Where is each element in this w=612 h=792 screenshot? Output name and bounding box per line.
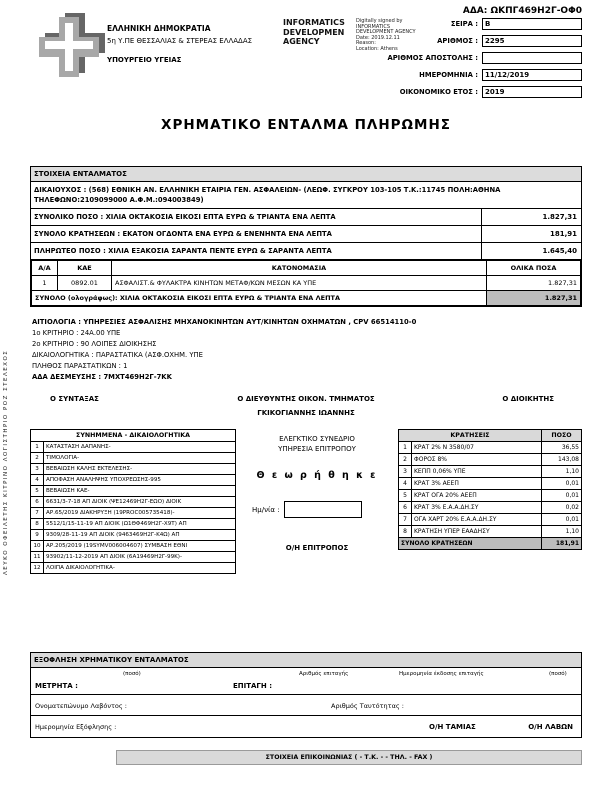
aitiologia-line: ΑΙΤΙΟΛΟΓΙΑ : ΥΠΗΡΕΣΙΕΣ ΑΣΦΑΛΙΣΗΣ ΜΗΧΑΝΟΚΙΝΗΤΩΝ ΑΥΤ/ΚΙΝΗΤΩΝ ΟΧΗΜΑΤΩΝ , CPV 66514110-0 xyxy=(32,318,417,326)
dispatch-number-field xyxy=(318,52,582,64)
fiscal-year-field xyxy=(318,86,582,98)
stamp-sig-line: Digitally signed by xyxy=(356,18,403,24)
attachment-text: 93902/11-12-2019 ΑΠ ΔΙΟΙΚ (6Α19469Η2Γ-99Κ)- xyxy=(44,552,236,563)
stamp-agency-name: INFORMATICS DEVELOPMEN AGENCY xyxy=(283,18,345,46)
date-value-box: 11/12/2019 xyxy=(482,69,582,81)
audit-court-block xyxy=(244,429,390,552)
deductions-table xyxy=(398,429,582,550)
attachment-row xyxy=(31,453,236,464)
details-section-title: ΣΤΟΙΧΕΙΑ ΕΝΤΑΛΜΑΤΟΣ xyxy=(31,167,581,182)
payable-amount-value: 1.645,40 xyxy=(481,243,581,259)
deduction-amount: 1,10 xyxy=(542,466,582,478)
attachment-number: 1 xyxy=(31,442,44,453)
audit-date-entry-box xyxy=(284,501,362,518)
deductions-sum-value: 181,91 xyxy=(481,226,581,242)
deductions-total-row xyxy=(399,538,582,550)
kae-data-row xyxy=(32,276,581,291)
beneficiary-line: ΔΙΚΑΙΟΥΧΟΣ : (568) ΕΘΝΙΚΗ ΑΝ. ΕΛΛΗΝΙΚΗ ΕΤΑΙΡΙΑ ΓΕΝ. ΑΣΦΑΛΕΙΩΝ- (ΛΕΩΦ. ΣΥΓΚΡΟΥ 103-105 Τ.Κ.:11745 ΠΟΛΗ:ΑΘΗΝΑ ΤΗΛΕΦΩΝΟ:2109099000 Α.Φ.Μ.:094003849) xyxy=(31,182,581,209)
cash-label: ΜΕΤΡΗΤΑ : xyxy=(35,682,78,690)
attachments-header-row xyxy=(31,430,236,442)
deduction-row xyxy=(399,478,582,490)
attachment-row xyxy=(31,552,236,563)
deductions-sum-row xyxy=(31,226,581,243)
dispatch-number-label: ΑΡΙΘΜΟΣ ΑΠΟΣΤΟΛΗΣ : xyxy=(387,54,478,62)
attachment-number: 4 xyxy=(31,475,44,486)
attachment-text: ΒΕΒΑΙΩΣΗ ΚΑΛΗΣ ΕΚΤΕΛΕΣΗΣ- xyxy=(44,464,236,475)
deductions-header-row xyxy=(399,430,582,442)
identity-number-label: Αριθμός Ταυτότητας : xyxy=(331,702,404,710)
stamp-sig-line: Location: Athens xyxy=(356,45,398,52)
number-label: ΑΡΙΘΜΟΣ : xyxy=(437,37,478,45)
director-signature-title: Ο ΔΙΕΥΘΥΝΤΗΣ ΟΙΚΟΝ. ΤΜΗΜΑΤΟΣ xyxy=(237,395,375,403)
commissioner-service-line: ΥΠΗΡΕΣΙΑ ΕΠΙΤΡΟΠΟΥ xyxy=(278,444,356,453)
attachment-row xyxy=(31,464,236,475)
deduction-amount: 0,01 xyxy=(542,514,582,526)
kae-total-label: ΣΥΝΟΛΟ (ολογράφως): ΧΙΛΙΑ ΟΚΤΑΚΟΣΙΑ ΕΙΚΟΣΙ ΕΠΤΑ ΕΥΡΩ & ΤΡΙΑΝΤΑ ΕΝΑ ΛΕΠΤΑ xyxy=(32,291,487,306)
payoff-date-label: Ημερομηνία Εξόφλησης : xyxy=(35,723,117,731)
attachment-row xyxy=(31,519,236,530)
audit-date-row xyxy=(244,501,390,518)
payment-section-title: ΕΞΟΦΛΗΣΗ ΧΡΗΜΑΤΙΚΟΥ ΕΝΤΑΛΜΑΤΟΣ xyxy=(31,653,581,668)
attachment-number: 2 xyxy=(31,453,44,464)
kae-row-code: 0892.01 xyxy=(58,276,112,291)
deductions-total-label: ΣΥΝΟΛΟ ΚΡΑΤΗΣΕΩΝ xyxy=(399,538,542,550)
approved-stamp-text: Θ ε ω ρ ή θ η κ ε xyxy=(256,470,378,481)
deduction-number: 6 xyxy=(399,502,412,514)
attachment-number: 6 xyxy=(31,497,44,508)
attachment-row xyxy=(31,508,236,519)
deduction-number: 5 xyxy=(399,490,412,502)
check-number-label: Αριθμός επιταγής xyxy=(299,671,349,677)
vouchers-count-line: ΠΛΗΘΟΣ ΠΑΡΑΣΤΑΤΙΚΩΝ : 1 xyxy=(32,362,128,370)
check-label: ΕΠΙΤΑΓΗ : xyxy=(233,682,272,690)
dikaiologitika-line: ΔΙΚΑΙΟΛΟΓΗΤΙΚΑ : ΠΑΡΑΣΤΑΤΙΚΑ (ΑΣΦ.ΟΧΗΜ. ΥΠΕ xyxy=(32,351,203,359)
deduction-name: ΚΕΠΠ 0,06% ΥΠΕ xyxy=(412,466,542,478)
document-body xyxy=(30,166,582,765)
commitment-ada-line: ΑΔΑ ΔΕΣΜΕΥΣΗΣ : 7ΜΧΤ469Η2Γ-7ΚΚ xyxy=(32,373,172,381)
deduction-row xyxy=(399,454,582,466)
deduction-name: ΚΡΑΤ 3% ΑΕΕΠ xyxy=(412,478,542,490)
kae-col-code: ΚΑΕ xyxy=(58,261,112,276)
kae-row-amount: 1.827,31 xyxy=(487,276,581,291)
deduction-amount: 0,02 xyxy=(542,502,582,514)
series-field xyxy=(318,18,582,30)
deduction-amount: 143,08 xyxy=(542,454,582,466)
series-label: ΣΕΙΡΑ : xyxy=(450,20,478,28)
deduction-row xyxy=(399,442,582,454)
deduction-number: 2 xyxy=(399,454,412,466)
fiscal-year-label: ΟΙΚΟΝΟΜΙΚΟ ΕΤΟΣ : xyxy=(399,88,478,96)
attachment-text: 9309/28-11-19 ΑΠ ΔΙΟΙΚ (9463469Η2Γ-Κ4Ω) ΑΠ xyxy=(44,530,236,541)
deduction-number: 7 xyxy=(399,514,412,526)
commissioner-signature-title: Ο/Η ΕΠΙΤΡΟΠΟΣ xyxy=(285,544,349,552)
author-signature-title: Ο ΣΥΝΤΑΞΑΣ xyxy=(50,395,99,403)
deduction-name: ΚΡΑΤ 3% Ε.Α.Α.ΔΗ.ΣΥ xyxy=(412,502,542,514)
kae-col-amount: ΟΛΙΚΑ ΠΟΣΑ xyxy=(487,261,581,276)
deduction-number: 8 xyxy=(399,526,412,538)
attachment-text: 5512/1/15-11-19 ΑΠ ΔΙΟΙΚ (Ω1ΘΦ469Η2Γ-Χ9Τ) ΑΠ xyxy=(44,519,236,530)
fiscal-year-value-box: 2019 xyxy=(482,86,582,98)
attachment-row xyxy=(31,541,236,552)
deduction-name: ΚΡΑΤΗΣΗ ΥΠΕΡ ΕΑΑΔΗΣΥ xyxy=(412,526,542,538)
deduction-number: 3 xyxy=(399,466,412,478)
attachment-row xyxy=(31,442,236,453)
deduction-number: 4 xyxy=(399,478,412,490)
attachment-number: 9 xyxy=(31,530,44,541)
total-amount-label: ΣΥΝΟΛΙΚΟ ΠΟΣΟ : ΧΙΛΙΑ ΟΚΤΑΚΟΣΙΑ ΕΙΚΟΣΙ ΕΠΤΑ ΕΥΡΩ & ΤΡΙΑΝΤΑ ΕΝΑ ΛΕΠΤΑ xyxy=(34,213,336,221)
attachments-title: ΣΥΝΗΜΜΕΝΑ - ΔΙΚΑΙΟΛΟΓΗΤΙΚΑ xyxy=(31,430,236,442)
cash-amount-hint: (ποσό) xyxy=(123,671,141,677)
deduction-row xyxy=(399,466,582,478)
deduction-number: 1 xyxy=(399,442,412,454)
attachment-text: ΛΟΙΠΑ ΔΙΚΑΙΟΛΟΓΗΤΙΚΑ- xyxy=(44,563,236,574)
attachment-text: 6631/3-7-18 ΑΠ ΔΙΟΙΚ (ΨΕ12469Η2Γ-ΕΩΟ) ΔΙΟΙΚ xyxy=(44,497,236,508)
series-value-box: Β xyxy=(482,18,582,30)
warrant-details-section xyxy=(30,166,582,307)
check-amount-hint: (ποσό) xyxy=(549,671,567,677)
recipient-signature-title: Ο/Η ΛΑΒΩΝ xyxy=(528,723,573,731)
attachment-number: 8 xyxy=(31,519,44,530)
deduction-row xyxy=(399,514,582,526)
stamp-sig-line: INFORMATICS xyxy=(356,23,391,30)
deduction-amount: 0,01 xyxy=(542,490,582,502)
document-title: ΧΡΗΜΑΤΙΚΟ ΕΝΤΑΛΜΑ ΠΛΗΡΩΜΗΣ xyxy=(161,117,451,133)
stamp-sig-line: Date: 2019.12.11 xyxy=(356,34,400,41)
deduction-amount: 1,10 xyxy=(542,526,582,538)
cashier-signature-title: Ο/Η ΤΑΜΙΑΣ xyxy=(429,723,476,731)
deduction-name: ΦΟΡΟΣ 8% xyxy=(412,454,542,466)
kae-col-aa: Α/Α xyxy=(32,261,58,276)
payment-method-row xyxy=(31,668,581,695)
deduction-row xyxy=(399,526,582,538)
stamp-sig-line: DEVELOPMENT AGENCY xyxy=(356,29,416,36)
attachment-number: 5 xyxy=(31,486,44,497)
deduction-row xyxy=(399,490,582,502)
payment-settlement-section xyxy=(30,652,582,738)
kae-total-amount: 1.827,31 xyxy=(487,291,581,306)
deduction-name: ΚΡΑΤ 2% Ν 3580/07 xyxy=(412,442,542,454)
health-region-title: 5η Υ.ΠΕ ΘΕΣΣΑΛΙΑΣ & ΣΤΕΡΕΑΣ ΕΛΛΑΔΑΣ xyxy=(107,37,253,45)
attachment-number: 11 xyxy=(31,552,44,563)
attachment-text: ΑΡ.205/2019 (19SYMV006004607) ΣΥΜΒΑΣΗ ΕΘΝΙ xyxy=(44,541,236,552)
deduction-amount: 0,01 xyxy=(542,478,582,490)
deductions-sum-label: ΣΥΝΟΛΟ ΚΡΑΤΗΣΕΩΝ : ΕΚΑΤΟΝ ΟΓΔΟΝΤΑ ΕΝΑ ΕΥΡΩ & ΕΝΕΝΗΝΤΑ ΕΝΑ ΛΕΠΤΑ xyxy=(34,230,332,238)
total-amount-value: 1.827,31 xyxy=(481,209,581,225)
director-name: ΓΚΙΚΟΓΙΑΝΝΗΣ ΙΩΑΝΝΗΣ xyxy=(257,409,355,417)
attachment-row xyxy=(31,530,236,541)
attachment-text: ΑΡ.65/2019 ΔΙΑΚΗΡΥΞΗ (19PROC005735418)- xyxy=(44,508,236,519)
attachment-text: ΒΕΒΑΙΩΣΗ ΚΑΕ- xyxy=(44,486,236,497)
stamp-sig-line: Reason: xyxy=(356,40,376,47)
health-ministry-cross-logo xyxy=(36,12,108,82)
kae-col-name: ΚΑΤΟΝΟΜΑΣΙΑ xyxy=(112,261,487,276)
attachment-row xyxy=(31,486,236,497)
kae-table xyxy=(31,260,581,306)
attachment-number: 12 xyxy=(31,563,44,574)
deductions-total-amount: 181,91 xyxy=(542,538,582,550)
attachment-row xyxy=(31,563,236,574)
criterion2-line: 2ο ΚΡΙΤΗΡΙΟ : 90 ΛΟΙΠΕΣ ΔΙΟΙΚΗΣΗΣ xyxy=(32,340,157,348)
payable-amount-label: ΠΛΗΡΩΤΕΟ ΠΟΣΟ : ΧΙΛΙΑ ΕΞΑΚΟΣΙΑ ΣΑΡΑΝΤΑ ΠΕΝΤΕ ΕΥΡΩ & ΣΑΡΑΝΤΑ ΛΕΠΤΑ xyxy=(34,247,332,255)
payee-name-label: Ονοματεπώνυμο Λαβόντος : xyxy=(35,702,127,710)
deductions-col-header: ΚΡΑΤΗΣΕΙΣ xyxy=(399,430,542,442)
kae-row-aa: 1 xyxy=(32,276,58,291)
copy-color-legend: ΛΕΥΚΟ ΟΦΕΙΛΕΤΗΣ ΚΙΤΡΙΝΟ ΛΟΓΙΣΤΗΡΙΟ ΡΟΖ ΣΤΕΛΕΧΟΣ xyxy=(3,349,9,575)
deduction-name: ΚΡΑΤ ΟΓΑ 20% ΑΕΕΠ xyxy=(412,490,542,502)
attachment-number: 10 xyxy=(31,541,44,552)
attachment-row xyxy=(31,475,236,486)
attachment-text: ΤΙΜΟΛΟΓΙΑ- xyxy=(44,453,236,464)
ada-code: ΑΔΑ: ΩΚΠΓ469Η2Γ-ΟΦ0 xyxy=(462,6,582,16)
number-value-box: 2295 xyxy=(482,35,582,47)
governor-signature-title: Ο ΔΙΟΙΚΗΤΗΣ xyxy=(502,395,554,403)
attachment-number: 3 xyxy=(31,464,44,475)
contact-info-bar: ΣΤΟΙΧΕΙΑ ΕΠΙΚΟΙΝΩΝΙΑΣ ( - Τ.Κ. - - ΤΗΛ. - FAX ) xyxy=(116,750,582,765)
attachment-row xyxy=(31,497,236,508)
audit-court-line: ΕΛΕΓΚΤΙΚΟ ΣΥΝΕΔΡΙΟ xyxy=(279,435,355,443)
deduction-amount: 36,55 xyxy=(542,442,582,454)
kae-row-name: ΑΣΦΑΛΙΣΤ.& ΦΥΛΑΚΤΡΑ ΚΙΝΗΤΩΝ ΜΕΤΑΦ/ΚΩΝ ΜΕΣΩΝ ΚΑ ΥΠΕ xyxy=(112,276,487,291)
kae-header-row xyxy=(32,261,581,276)
signatures-row xyxy=(30,395,582,403)
republic-title: ΕΛΛΗΝΙΚΗ ΔΗΜΟΚΡΑΤΙΑ xyxy=(107,24,211,33)
attachment-number: 7 xyxy=(31,508,44,519)
date-label: ΗΜΕΡΟΜΗΝΙΑ : xyxy=(419,71,478,79)
amount-col-header: ΠΟΣΟ xyxy=(542,430,582,442)
issuer-block xyxy=(107,24,252,64)
warrant-header-fields xyxy=(318,18,582,103)
date-field xyxy=(318,69,582,81)
criterion1-line: 1ο ΚΡΙΤΗΡΙΟ : 24Α.00 ΥΠΕ xyxy=(32,329,121,337)
deduction-name: ΟΓΑ ΧΑΡΤ 20% Ε.Α.Α.ΔΗ.ΣΥ xyxy=(412,514,542,526)
attachments-table xyxy=(30,429,236,574)
payoff-row xyxy=(31,716,581,737)
lower-three-columns xyxy=(30,429,582,634)
payee-row xyxy=(31,695,581,716)
number-field xyxy=(318,35,582,47)
attachment-text: ΑΠΟΦΑΣΗ ΑΝΑΛΗΨΗΣ ΥΠΟΧΡΕΩΣΗΣ-995 xyxy=(44,475,236,486)
audit-date-label: Ημ/νία : xyxy=(252,505,280,514)
total-amount-row xyxy=(31,209,581,226)
justification-section xyxy=(30,317,582,383)
ministry-title: ΥΠΟΥΡΓΕΙΟ ΥΓΕΙΑΣ xyxy=(107,56,182,64)
dispatch-number-value-box xyxy=(482,52,582,64)
payable-amount-row xyxy=(31,243,581,260)
attachment-text: ΚΑΤΑΣΤΑΣΗ ΔΑΠΑΝΗΣ- xyxy=(44,442,236,453)
kae-total-row xyxy=(32,291,581,306)
deduction-row xyxy=(399,502,582,514)
check-issue-date-label: Ημερομηνία έκδοσης επιταγής xyxy=(399,671,484,677)
